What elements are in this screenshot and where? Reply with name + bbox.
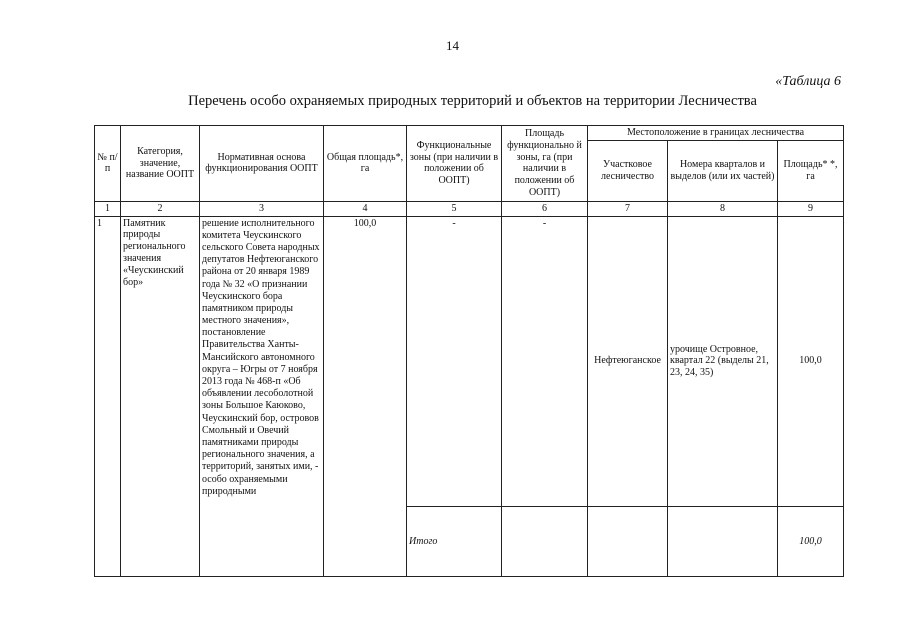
header-category: Категория, значение, название ООПТ: [121, 126, 200, 202]
row-area: 100,0: [778, 216, 844, 506]
col-number: 8: [668, 201, 778, 216]
table-row: [95, 216, 844, 506]
document-title: Перечень особо охраняемых природных территорий и объектов на территории Лесничества: [188, 93, 757, 109]
header-basis: Нормативная основа функционирования ООПТ: [200, 126, 324, 202]
row-total-area: 100,0: [324, 216, 407, 576]
row-number: 1: [95, 216, 121, 576]
header-zone-area: Площадь функционально й зоны, га (при наличии в положении об ООПТ): [502, 126, 588, 202]
header-number: № п/ п: [95, 126, 121, 202]
total-empty-cell: [588, 507, 668, 577]
col-number: 7: [588, 201, 668, 216]
col-number: 5: [407, 201, 502, 216]
col-number: 1: [95, 201, 121, 216]
row-quarters: урочище Островное, квартал 22 (выделы 21, 23, 24, 35): [668, 216, 778, 506]
header-quarters: Номера кварталов и выделов (или их частей): [668, 140, 778, 201]
total-area: 100,0: [778, 507, 844, 577]
header-forestry: Участковое лесничество: [588, 140, 668, 201]
row-zone-area: -: [502, 216, 588, 506]
total-empty-cell: [502, 507, 588, 577]
col-number: 2: [121, 201, 200, 216]
header-zones: Функциональные зоны (при наличии в положении об ООПТ): [407, 126, 502, 202]
total-empty-cell: [668, 507, 778, 577]
row-zones: -: [407, 216, 502, 506]
row-forestry: Нефтеюганское: [588, 216, 668, 506]
total-label: Итого: [407, 507, 502, 577]
header-area: Площадь* *, га: [778, 140, 844, 201]
header-location-group: Местоположение в границах лесничества: [588, 126, 844, 141]
column-number-row: [95, 201, 844, 216]
protected-areas-table: [94, 125, 844, 577]
col-number: 9: [778, 201, 844, 216]
header-total-area: Общая площадь*, га: [324, 126, 407, 202]
page-number: 14: [446, 38, 459, 53]
col-number: 4: [324, 201, 407, 216]
table-reference: «Таблица 6: [775, 74, 841, 89]
row-basis: решение исполнительного комитета Чеускинского сельского Совета народных депутатов Нефтеюганского района от 20 января 1989 года № 32 «О признании Чеускинского бора памятником природы местного значения», постановление Правительства Ханты-Мансийского автономного округа – Югры от 7 ноября 2013 года № 468-п «Об объявлении лесоболотной зоны Большое Каюково, Чеускинский бор, островов Смольный и Овечий памятниками природы регионального значения, а территорий, занятых ими, - особо охраняемыми природными: [200, 216, 324, 576]
col-number: 3: [200, 201, 324, 216]
col-number: 6: [502, 201, 588, 216]
row-category: Памятник природы регионального значения «Чеускинский бор»: [121, 216, 200, 576]
